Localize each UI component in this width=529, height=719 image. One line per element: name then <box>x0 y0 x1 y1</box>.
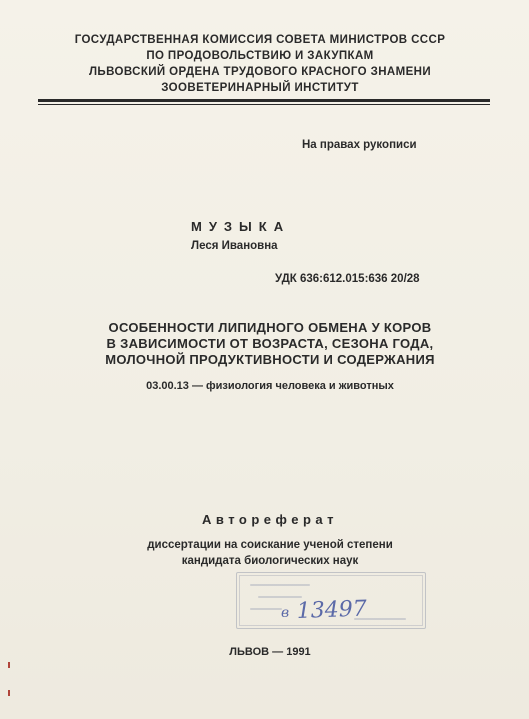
header-line: ПО ПРОДОВОЛЬСТВИЮ И ЗАКУПКАМ <box>146 50 374 62</box>
header-divider-thick <box>38 99 490 102</box>
handwritten-mark-icon: в <box>281 605 290 621</box>
institution-header <box>40 32 480 96</box>
dissertation-title <box>50 320 490 368</box>
rights-note: На правах рукописи <box>302 139 417 151</box>
author-surname: МУЗЫКА <box>191 219 291 234</box>
handwritten-number: 13497 <box>296 596 368 624</box>
header-line: ЛЬВОВСКИЙ ОРДЕНА ТРУДОВОГО КРАСНОГО ЗНАМЕНИ <box>88 66 432 78</box>
document-type: Автореферат <box>202 512 338 527</box>
title-line: ОСОБЕННОСТИ ЛИПИДНОГО ОБМЕНА У КОРОВ <box>108 320 432 335</box>
header-line: ЗООВЕТЕРИНАРНЫЙ ИНСТИТУТ <box>161 82 359 94</box>
place-and-year: ЛЬВОВ — 1991 <box>229 646 311 658</box>
stamp-handwritten-number <box>237 573 425 628</box>
edge-mark <box>8 690 10 696</box>
author-given-names: Леся Ивановна <box>191 240 278 252</box>
degree-description <box>50 537 490 569</box>
edge-mark <box>8 662 10 668</box>
title-line: МОЛОЧНОЙ ПРОДУКТИВНОСТИ И СОДЕРЖАНИЯ <box>105 352 435 367</box>
description-line: кандидата биологических наук <box>181 555 359 567</box>
library-stamp <box>236 572 426 629</box>
title-line: В ЗАВИСИМОСТИ ОТ ВОЗРАСТА, СЕЗОНА ГОДА, <box>106 336 434 351</box>
header-line: ГОСУДАРСТВЕННАЯ КОМИССИЯ СОВЕТА МИНИСТРОВ СССР <box>74 34 446 46</box>
udk-code: УДК 636:612.015:636 20/28 <box>275 273 420 285</box>
description-line: диссертации на соискание ученой степени <box>147 539 393 551</box>
specialty-code: 03.00.13 — физиология человека и животных <box>146 380 394 392</box>
header-divider-thin <box>38 104 490 105</box>
